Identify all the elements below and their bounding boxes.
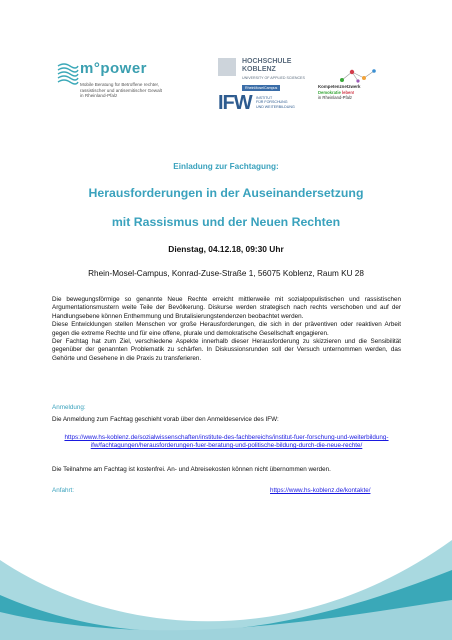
- event-title-line2: mit Rassismus und der Neuen Rechten: [111, 215, 341, 229]
- event-description: [52, 296, 401, 363]
- mpower-name: m°power: [80, 60, 148, 77]
- event-location: Rhein-Mosel-Campus, Konrad-Zuse-Straße 1, 56075 Koblenz, Raum KU 28: [88, 269, 364, 278]
- fee-note: Die Teilnahme am Fachtag ist kostenfrei. An- und Abreisekosten können nicht übernommen werden.: [52, 466, 331, 473]
- hochschule-title-line: HOCHSCHULE: [242, 58, 292, 65]
- kompetenz-line2b: leben!: [341, 89, 355, 95]
- description-paragraph: Die bewegungsförmige so genannte Neue Rechte erreicht mittlerweile mit sozialpopulistischen und rassistischen Argumentationsmustern weite Teile der Bevölkerung. Diskurse werden strategisch nach rechts verschoben und auf der Handlungsebene können Enthemmung und Brutalisierungstendenzen beobachtet werden.: [52, 296, 401, 320]
- kompetenz-line1: Kompetenznetzwerk: [318, 84, 361, 89]
- kompetenznetzwerk-text: [318, 84, 360, 101]
- ifw-logo: IFW: [218, 92, 252, 114]
- hochschule-title: [242, 58, 291, 74]
- registration-heading: Anmeldung:: [52, 404, 86, 411]
- registration-link[interactable]: https://www.hs-koblenz.de/sozialwissenschaften/institute-des-fachbereichs/institut-fuer-forschung-und-weiterbildung-ifw/fachtagungen/herausforderungen-fuer-beratung-und-politische-bildung-durch-die-neue-rechte/: [64, 434, 389, 450]
- decorative-waves: [0, 500, 452, 640]
- kompetenznetzwerk-logo: [318, 68, 398, 114]
- description-paragraph: Diese Entwicklungen stellen Menschen vor große Herausforderungen, die sich in der präventiven oder reaktiven Arbeit gegen die extreme Rechte und für eine offene, plurale und demokratische Gesellschaft engagieren.: [52, 321, 401, 337]
- logo-bar: [0, 56, 452, 126]
- kompetenz-line2a: Demokratie: [318, 89, 342, 95]
- directions-heading: Anfahrt:: [52, 487, 75, 494]
- mpower-tagline-line: rassistischer und antisemitischer Gewalt: [80, 87, 162, 93]
- directions-link[interactable]: https://www.hs-koblenz.de/kontakte/: [270, 487, 371, 494]
- mpower-logo: [52, 60, 192, 99]
- event-title-line1: Herausforderungen in der Auseinandersetzung: [88, 186, 364, 200]
- mpower-tagline-line: Mobile Beratung für Betroffene rechter,: [80, 82, 160, 87]
- ifw-text-line: FÜR FORSCHUNG: [256, 100, 288, 105]
- mpower-tagline-line: in Rheinland-Pfalz: [80, 93, 118, 99]
- hochschule-koblenz-logo: [218, 58, 308, 124]
- network-icon: [338, 68, 378, 84]
- ifw-text-line: UND WEITERBILDUNG: [256, 104, 295, 109]
- hochschule-title-line: KOBLENZ: [242, 66, 276, 73]
- ifw-text-line: INSTITUT: [256, 96, 273, 100]
- ifw-text: [256, 96, 295, 109]
- hochschule-emblem-icon: [218, 58, 236, 76]
- hochschule-subtitle: UNIVERSITY OF APPLIED SCIENCES: [242, 76, 305, 80]
- hochschule-campus-badge: RheinMoselCampus: [242, 85, 280, 91]
- event-date: Dienstag, 04.12.18, 09:30 Uhr: [168, 244, 284, 254]
- description-paragraph: Der Fachtag hat zum Ziel, verschiedene Aspekte innerhalb dieser Herausforderung zu skizzieren und die Sensibilität gegenüber der genannten Problematik zu schärfen. In Diskussionsrunden soll der Versuch unternommen werden, das Gehörte und Gesehene in die Praxis zu transferieren.: [52, 338, 401, 362]
- kompetenz-line3: in Rheinland-Pfalz: [318, 95, 352, 101]
- registration-text: Die Anmeldung zum Fachtag geschieht vorab über den Anmeldeservice des IFW:: [52, 416, 279, 423]
- invitation-label: Einladung zur Fachtagung:: [173, 162, 279, 171]
